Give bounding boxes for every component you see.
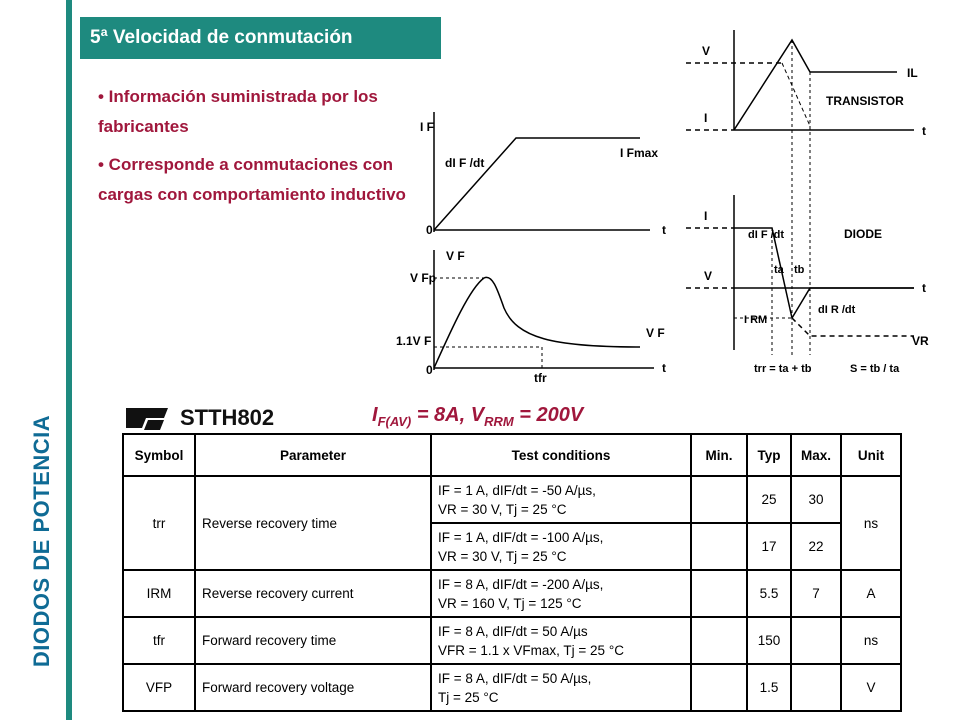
cell-typ: 150 [747,617,791,664]
bullet-item: • Corresponde a conmutaciones con cargas con comportamiento inductivo [98,155,406,204]
cell-min [691,664,747,711]
voltage-tfr-label: tfr [534,371,547,385]
cell-max: 22 [791,523,841,570]
cell-parameter: Reverse recovery time [195,476,431,570]
cell-conditions: IF = 1 A, dIF/dt = -50 A/µs, VR = 30 V, Tj = 25 °C [431,476,691,523]
header-typ: Typ [747,434,791,476]
header-test-conditions: Test conditions [431,434,691,476]
cell-conditions: IF = 8 A, dIF/dt = -200 A/µs, VR = 160 V, Tj = 125 °C [431,570,691,617]
diode-tb-label: tb [794,264,805,276]
diode-t-label: t [922,281,926,295]
diode-trr-formula: trr = ta + tb [754,363,812,375]
voltage-t-label: t [662,361,666,375]
voltage-origin: 0 [426,363,433,377]
current-slope-label: dI F /dt [445,156,485,170]
table-row [123,476,901,523]
current-max-label: I Fmax [620,146,659,160]
diode-s-formula: S = tb / ta [850,363,900,375]
cell-parameter: Forward recovery voltage [195,664,431,711]
cell-unit: ns [841,617,901,664]
transistor-il-label: IL [907,66,918,80]
cell-min [691,617,747,664]
diode-slope-r: dI R /dt [818,304,856,316]
voltage-curve [434,277,640,368]
transistor-name: TRANSISTOR [826,94,904,108]
switching-diagram [682,30,952,380]
cell-min [691,570,747,617]
cell-typ: 17 [747,523,791,570]
table-row [123,570,901,617]
cell-typ: 1.5 [747,664,791,711]
table-row [123,617,901,664]
diode-v-label: V [704,269,713,283]
current-diagram [410,112,680,242]
diode-vr-label: VR [912,334,929,348]
spec-table [122,433,902,712]
diode-irm-label: I RM [744,314,768,326]
cell-symbol: tfr [123,617,195,664]
transistor-voltage [782,63,810,130]
cell-typ: 5.5 [747,570,791,617]
transistor-t-label: t [922,124,926,138]
cell-symbol: VFP [123,664,195,711]
cell-max [791,664,841,711]
cell-conditions: IF = 8 A, dIF/dt = 50 A/µs, Tj = 25 °C [431,664,691,711]
diode-ta-label: ta [774,264,784,276]
bullet-list [98,82,418,218]
header-symbol: Symbol [123,434,195,476]
transistor-i-label: I [704,111,708,125]
voltage-level-label: 1.1V F [396,334,432,348]
st-logo-icon [124,404,170,432]
cell-min [691,476,747,523]
diode-name: DIODE [844,227,883,241]
transistor-current [734,40,897,130]
voltage-diagram [392,248,682,388]
current-origin: 0 [426,223,433,237]
header-unit: Unit [841,434,901,476]
slide-title [80,17,441,59]
current-y-label: I F [420,120,434,134]
cell-typ: 25 [747,476,791,523]
cell-unit: ns [841,476,901,570]
slide-title-text: 5ª Velocidad de conmutación [90,27,353,48]
cell-unit: A [841,570,901,617]
cell-max: 7 [791,570,841,617]
diode-slope-f: dI F /dt [748,229,785,241]
table-row [123,664,901,711]
table-header-row [123,434,901,476]
cell-min [691,523,747,570]
cell-conditions: IF = 1 A, dIF/dt = -100 A/µs, VR = 30 V, Tj = 25 °C [431,523,691,570]
cell-parameter: Reverse recovery current [195,570,431,617]
sidebar-title-text: DIODOS DE POTENCIA [29,414,54,668]
bullet-item: • Información suministrada por los fabricantes [98,87,378,136]
header-max: Max. [791,434,841,476]
current-curve [434,138,640,230]
voltage-y-label: V F [446,249,465,263]
diode-i-label: I [704,209,708,223]
cell-max: 30 [791,476,841,523]
transistor-v-label: V [702,44,711,58]
cell-symbol: IRM [123,570,195,617]
header-min: Min. [691,434,747,476]
voltage-peak-label: V Fp [410,271,436,285]
part-number: STTH802 [180,405,275,430]
cell-symbol: trr [123,476,195,570]
cell-parameter: Forward recovery time [195,617,431,664]
voltage-end-label: V F [646,326,665,340]
sidebar-accent-bar [66,0,72,720]
cell-conditions: IF = 8 A, dIF/dt = 50 A/µs VFR = 1.1 x VFmax, Tj = 25 °C [431,617,691,664]
rating-headline: $I_{F(AV)} = 8A$, $V_{RRM} = 200V$ [372,404,584,429]
current-t-label: t [662,223,666,237]
cell-max [791,617,841,664]
cell-unit: V [841,664,901,711]
header-parameter: Parameter [195,434,431,476]
